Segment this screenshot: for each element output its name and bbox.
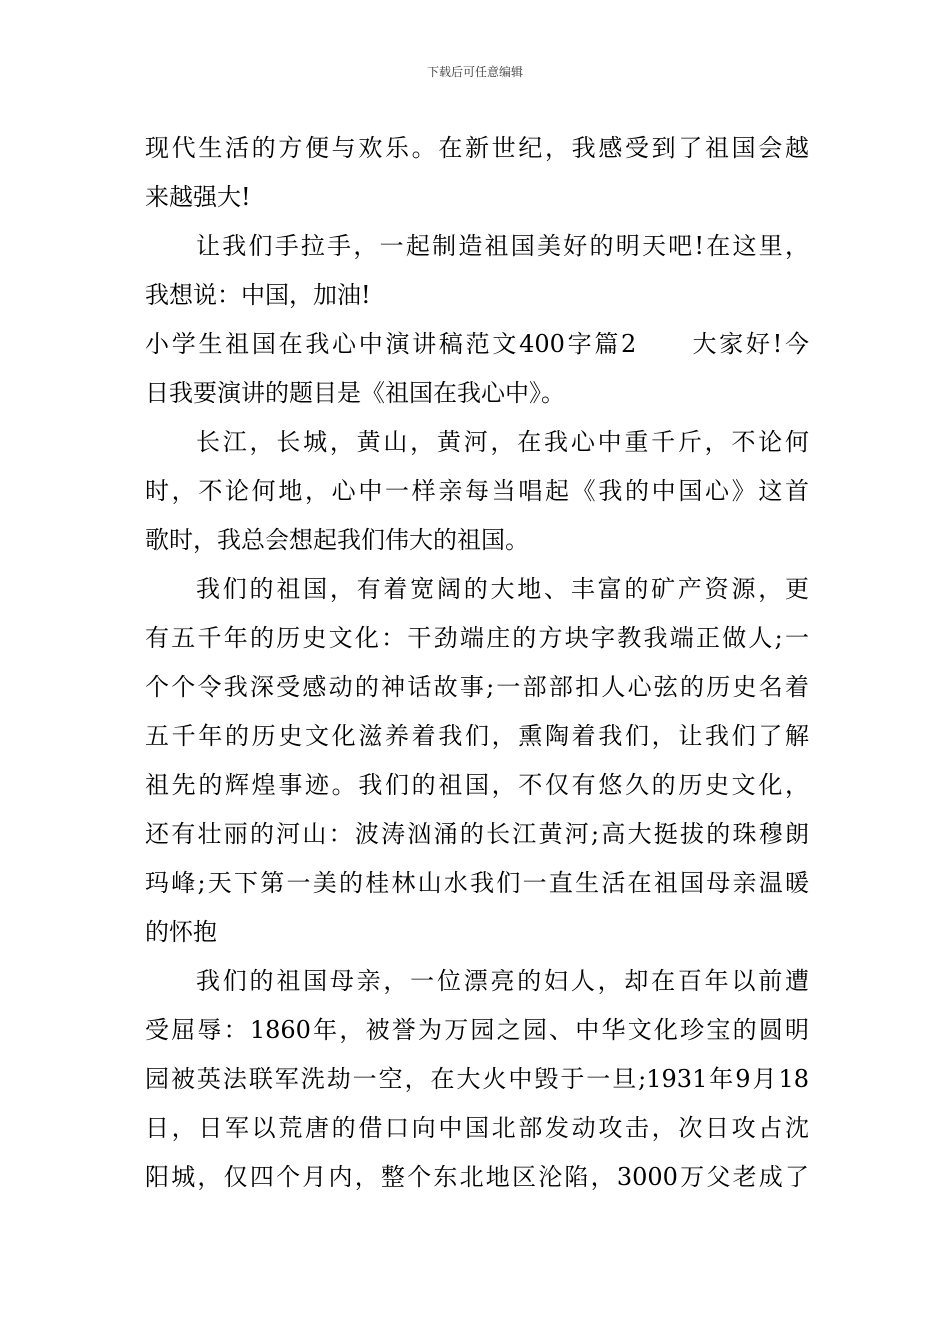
page-header: 下载后可任意编辑 [426,65,523,79]
text-line: 阳城，仅四个月内，整个东北地区沦陷，3000万父老成了 [145,1163,809,1191]
text-line: 让我们手拉手，一起制造祖国美好的明天吧!在这里， [196,232,809,260]
text-line: 我想说：中国，加油! [145,281,371,309]
text-line: 小学生祖国在我心中演讲稿范文400字篇2 大家好!今 [145,330,809,358]
text-line: 祖先的辉煌事迹。我们的祖国，不仅有悠久的历史文化， [145,771,809,799]
text-line: 有五千年的历史文化：干劲端庄的方块字教我端正做人;一 [145,624,809,652]
text-line: 来越强大! [145,183,251,211]
text-line: 园被英法联军洗劫一空，在大火中毁于一旦;1931年9月18 [145,1065,809,1093]
text-line: 歌时，我总会想起我们伟大的祖国。 [145,526,529,554]
text-line: 还有壮丽的河山：波涛汹涌的长江黄河;高大挺拔的珠穆朗 [145,820,809,848]
text-line: 日我要演讲的题目是《祖国在我心中》。 [145,379,565,407]
document-body [145,124,809,1202]
text-line: 时，不论何地，心中一样亲每当唱起《我的中国心》这首 [145,477,809,505]
text-line: 受屈辱：1860年，被誉为万园之园、中华文化珍宝的圆明 [145,1016,809,1044]
text-line: 日，日军以荒唐的借口向中国北部发动攻击，次日攻占沈 [145,1114,809,1142]
text-line: 我们的祖国，有着宽阔的大地、丰富的矿产资源，更 [196,575,809,603]
text-line: 我们的祖国母亲，一位漂亮的妇人，却在百年以前遭 [196,967,809,995]
text-line: 五千年的历史文化滋养着我们，熏陶着我们，让我们了解 [145,722,809,750]
text-line: 个个令我深受感动的神话故事;一部部扣人心弦的历史名着 [145,673,809,701]
text-line: 的怀抱 [145,918,217,946]
text-line: 玛峰;天下第一美的桂林山水我们一直生活在祖国母亲温暖 [145,869,809,897]
text-line: 现代生活的方便与欢乐。在新世纪，我感受到了祖国会越 [145,134,809,162]
text-line: 长江，长城，黄山，黄河，在我心中重千斤，不论何 [196,428,809,456]
